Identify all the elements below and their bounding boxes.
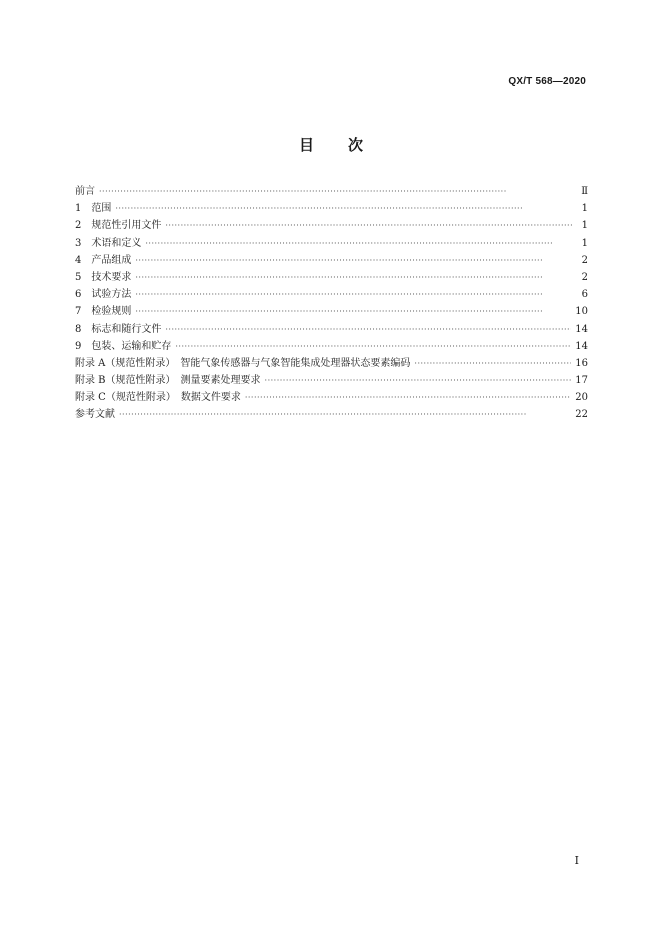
toc-leader-dots (165, 217, 574, 234)
toc-entry-marking-documents[interactable] (75, 321, 588, 338)
toc-entry-packaging-transport-storage[interactable] (75, 338, 588, 355)
toc-leader-dots (135, 286, 574, 303)
toc-entry-page: 2 (581, 254, 588, 266)
toc-entry-page: 22 (575, 409, 588, 421)
toc-entry-page: 1 (581, 237, 588, 249)
toc-leader-dots (135, 303, 571, 320)
toc-leader-dots (175, 338, 571, 355)
document-code: QX/T 568—2020 (508, 76, 586, 87)
toc-entry-normative-references[interactable] (75, 217, 588, 234)
toc-entry-page: 14 (575, 323, 588, 335)
toc-leader-dots (165, 321, 571, 338)
toc-entry-page: 20 (575, 392, 588, 404)
toc-entry-foreword[interactable] (75, 183, 588, 200)
toc-leader-dots (245, 389, 571, 406)
toc-leader-dots (414, 355, 571, 372)
toc-leader-dots (135, 269, 574, 286)
toc-entry-terms-definitions[interactable] (75, 235, 588, 252)
toc-leader-dots (115, 200, 574, 217)
toc-leader-dots (145, 235, 574, 252)
toc-entry-page: 14 (575, 340, 588, 352)
toc-entry-text: 附录 A（规范性附录） 智能气象传感器与气象智能集成处理器状态要素编码 (75, 357, 411, 369)
toc-entry-annex-c[interactable] (75, 389, 588, 406)
toc-entry-scope[interactable] (75, 200, 588, 217)
toc-leader-dots (119, 406, 571, 423)
toc-leader-dots (99, 183, 574, 200)
toc-title: 目次 (298, 136, 397, 154)
toc-entry-text: 9 包装、运输和贮存 (75, 340, 172, 352)
toc-entry-text: 附录 C（规范性附录） 数据文件要求 (75, 392, 241, 404)
toc-entry-bibliography[interactable] (75, 406, 588, 423)
toc-entry-page: 1 (581, 220, 588, 232)
toc-entry-page: Ⅱ (581, 186, 588, 197)
toc-leader-dots (135, 252, 574, 269)
toc-entry-text: 5 技术要求 (75, 271, 132, 283)
page-number: I (574, 854, 579, 867)
toc-entry-page: 17 (575, 375, 588, 387)
toc-entry-annex-b[interactable] (75, 372, 588, 389)
toc-entry-technical-requirements[interactable] (75, 269, 588, 286)
toc-entry-text: 8 标志和随行文件 (75, 323, 162, 335)
toc-entry-page: 10 (575, 306, 588, 318)
toc-entry-text: 1 范围 (75, 203, 112, 215)
toc-entry-text: 2 规范性引用文件 (75, 220, 162, 232)
toc-entry-page: 6 (581, 289, 588, 301)
toc-entry-test-methods[interactable] (75, 286, 588, 303)
toc-entry-inspection-rules[interactable] (75, 303, 588, 320)
toc-entry-text: 6 试验方法 (75, 289, 132, 301)
toc-entry-text: 4 产品组成 (75, 254, 132, 266)
toc-entry-product-composition[interactable] (75, 252, 588, 269)
toc-entry-annex-a[interactable] (75, 355, 588, 372)
toc-entry-page: 1 (581, 203, 588, 215)
toc-entry-text: 参考文献 (75, 409, 115, 421)
toc-entry-page: 16 (575, 357, 588, 369)
table-of-contents (75, 183, 588, 424)
toc-entry-text: 7 检验规则 (75, 306, 132, 318)
toc-entry-text: 3 术语和定义 (75, 237, 142, 249)
toc-entry-text: 前言 (75, 186, 95, 197)
toc-entry-text: 附录 B（规范性附录） 测量要素处理要求 (75, 375, 261, 387)
toc-leader-dots (265, 372, 572, 389)
toc-entry-page: 2 (581, 271, 588, 283)
